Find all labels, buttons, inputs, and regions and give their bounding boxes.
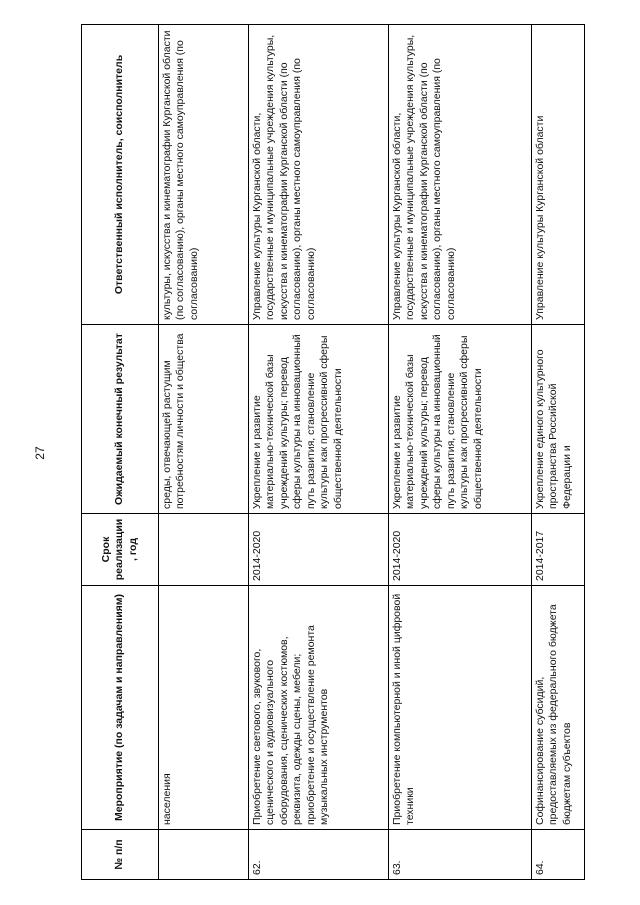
row-measure-part-2: приобретение и осуществление ремонта музыкальных инструментов [304, 625, 331, 825]
row-result: Укрепление и развитие материально-технической базы учреждений культуры; перевод сферы культуры на инновационный путь развития, становление культуры как прогрессивной сферы общественной деятельности [249, 325, 389, 514]
row-measure-part-1: Приобретение светового, звукового, сценического и аудиовизуального оборудования, сценических костюмов, реквизита, одежды сцены, мебели; [251, 636, 304, 825]
row-term: 2014-2020 [389, 514, 532, 586]
row-num: 63. [389, 830, 532, 880]
header-measure: Мероприятие (по задачам и направлениям) [82, 586, 159, 830]
row-executor: культуры, искусства и кинематографии Курганской области (по согласованию), органы местного самоуправления (по согласованию) [159, 25, 249, 325]
row-num [159, 830, 249, 880]
row-result: Укрепление и развитие материально-технической базы учреждений культуры; перевод сферы культуры на инновационный путь развития, становление культуры как прогрессивной сферы общественной деятельности [389, 325, 532, 514]
row-measure [249, 586, 389, 830]
row-term: 2014-2020 [249, 514, 389, 586]
row-executor: Управление культуры Курганской области, государственные и муниципальные учреждения культуры, искусства и кинематографии Курганской области (по согласованию), органы местного самоуправления (по согласованию) [389, 25, 532, 325]
table-row [389, 25, 532, 880]
table-row [249, 25, 389, 880]
row-measure: населения [159, 586, 249, 830]
row-measure: Софинансирование субсидий, предоставляемых из федерального бюджета бюджетам субъектов [532, 586, 585, 830]
row-term [159, 514, 249, 586]
header-result: Ожидаемый конечный результат [82, 325, 159, 514]
row-measure: Приобретение компьютерной и иной цифровой техники [389, 586, 532, 830]
table-row [159, 25, 249, 880]
row-num: 62. [249, 830, 389, 880]
row-result: среды, отвечающей растущим потребностям личности и общества [159, 325, 249, 514]
table-header-row [82, 25, 159, 880]
row-term: 2014-2017 [532, 514, 585, 586]
page-number: 27 [33, 446, 47, 460]
header-num: № п/п [82, 830, 159, 880]
header-term: Срок реализации, год [82, 514, 159, 586]
header-executor: Ответственный исполнитель, соисполнитель [82, 25, 159, 325]
rotated-table-wrapper [81, 25, 581, 880]
table-row [532, 25, 585, 880]
row-result: Укрепление единого культурного пространства Российской Федерации и [532, 325, 585, 514]
row-num: 64. [532, 830, 585, 880]
measures-table [81, 24, 585, 880]
row-executor: Управление культуры Курганской области, государственные и муниципальные учреждения культуры, искусства и кинематографии Курганской области (по согласованию), органы местного самоуправления (по согласованию) [249, 25, 389, 325]
row-executor: Управление культуры Курганской области [532, 25, 585, 325]
